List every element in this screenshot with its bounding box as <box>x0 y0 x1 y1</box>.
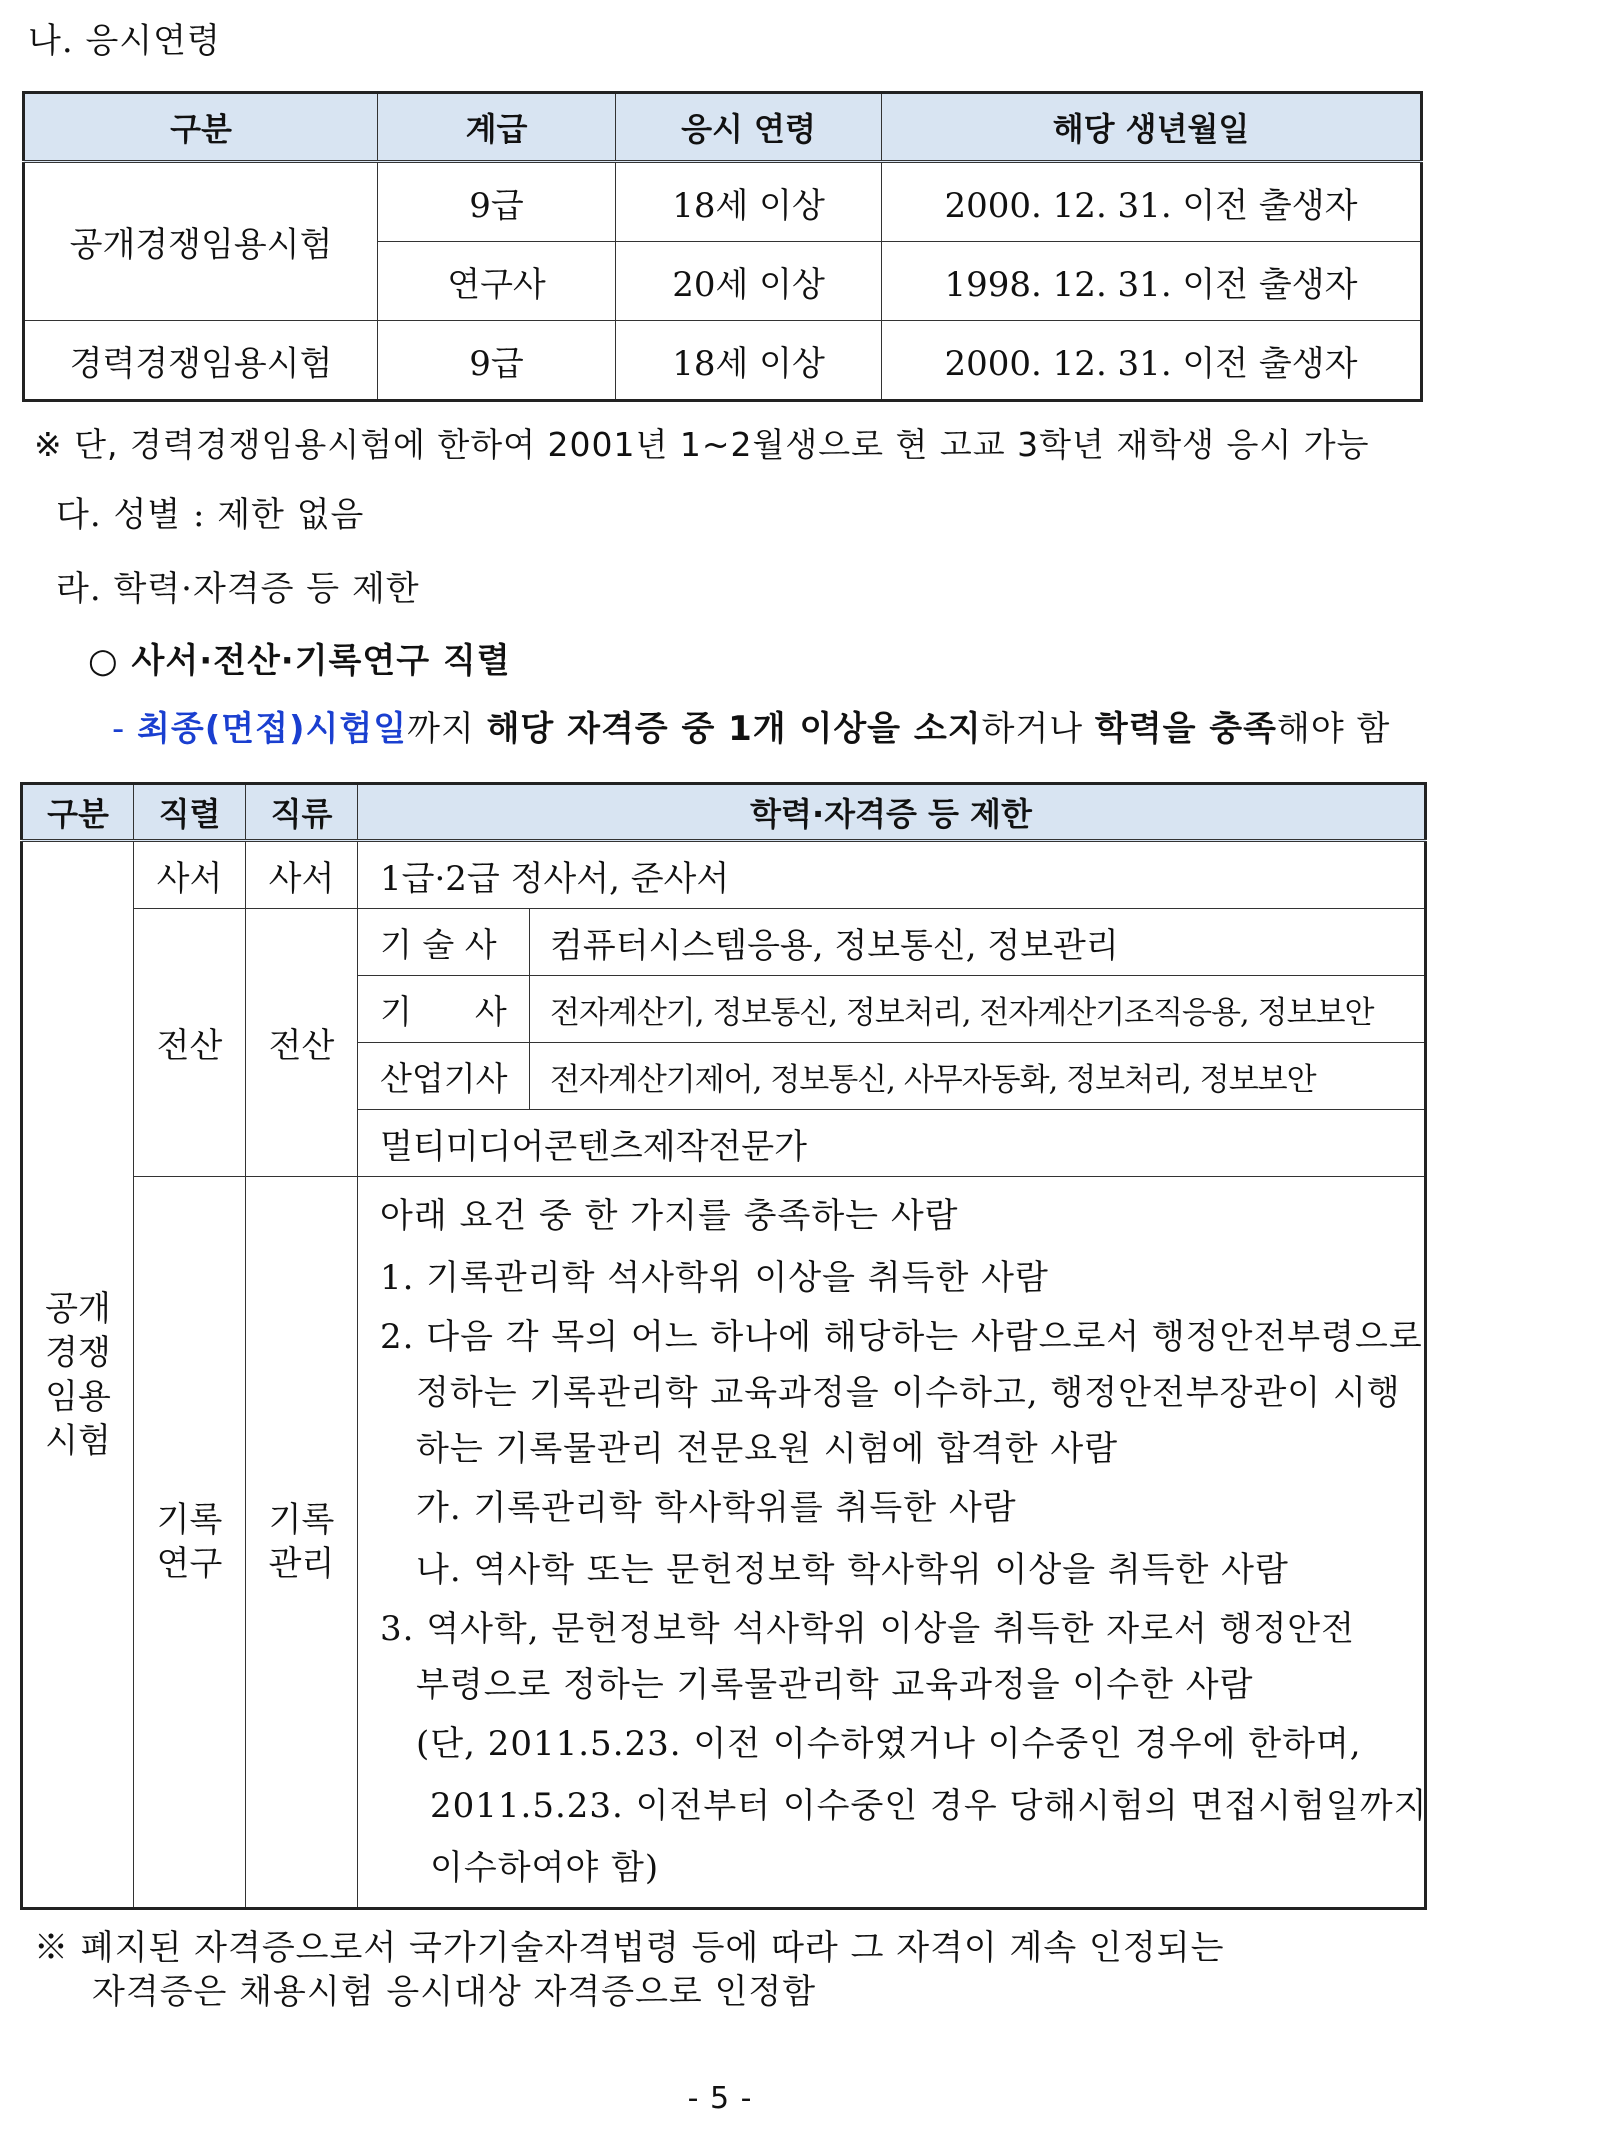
age-note: ※ 단, 경력경쟁임용시험에 한하여 2001년 1~2월생으로 현 고교 3학년 재학생 응시 가능 <box>34 425 1370 464</box>
cell-level: 산업기사 <box>358 1043 530 1110</box>
cell-series: 전산 <box>134 909 246 1177</box>
requirement-text-3: 해야 함 <box>1276 709 1391 749</box>
header-category: 구분 <box>24 93 378 162</box>
header-birth: 해당 생년월일 <box>882 93 1422 162</box>
req-line: 2011.5.23. 이전부터 이수중인 경우 당해시험의 면접시험일까지 <box>430 1786 1428 1826</box>
section-heading-gender: 다. 성별 : 제한 없음 <box>56 495 365 535</box>
cell-category: 공개 경쟁 임용 시험 <box>22 841 134 1909</box>
cell-field: 사서 <box>246 841 358 909</box>
subsection-heading: ○ 사서·전산·기록연구 직렬 <box>88 641 511 681</box>
table-row <box>24 162 1422 242</box>
req-line: 부령으로 정하는 기록물관리학 교육과정을 이수한 사람 <box>416 1665 1254 1705</box>
req-line: 이수하여야 함) <box>430 1848 660 1888</box>
cell-field: 전산 <box>246 909 358 1177</box>
req-line: 1. 기록관리학 석사학위 이상을 취득한 사람 <box>380 1258 1049 1298</box>
req-line: 아래 요건 중 한 가지를 충족하는 사람 <box>380 1196 959 1236</box>
table-row <box>22 909 1426 976</box>
req-line: (단, 2011.5.23. 이전 이수하였거나 이수중인 경우에 한하며, <box>416 1724 1362 1764</box>
cell-grade: 연구사 <box>378 242 616 321</box>
age-table <box>22 91 1423 402</box>
cell-certs: 컴퓨터시스템응용, 정보통신, 정보관리 <box>530 909 1426 976</box>
section-heading-qualification: 라. 학력·자격증 등 제한 <box>56 569 420 609</box>
section-heading-age: 나. 응시연령 <box>28 21 221 61</box>
table-header-row <box>22 784 1426 841</box>
cell-age: 18세 이상 <box>616 162 882 242</box>
cell-restriction: 1급·2급 정사서, 준사서 <box>358 841 1426 909</box>
requirement-edu: 학력을 충족 <box>1094 709 1277 749</box>
header-field: 직류 <box>246 784 358 841</box>
req-line: 3. 역사학, 문헌정보학 석사학위 이상을 취득한 자로서 행정안전 <box>380 1609 1355 1649</box>
cell-extra-cert: 멀티미디어콘텐츠제작전문가 <box>358 1110 1426 1177</box>
req-line: 정하는 기록관리학 교육과정을 이수하고, 행정안전부장관이 시행 <box>416 1373 1401 1413</box>
requirement-dash: - <box>112 709 138 749</box>
cell-age: 20세 이상 <box>616 242 882 321</box>
cell-field: 기록 관리 <box>246 1177 358 1909</box>
header-grade: 계급 <box>378 93 616 162</box>
req-line: 하는 기록물관리 전문요원 시험에 합격한 사람 <box>416 1429 1119 1469</box>
table-row <box>22 841 1426 909</box>
header-series: 직렬 <box>134 784 246 841</box>
header-age: 응시 연령 <box>616 93 882 162</box>
cert-note <box>34 1926 1224 2014</box>
cell-category: 공개경쟁임용시험 <box>24 162 378 321</box>
cert-note-line-1: ※ 폐지된 자격증으로서 국가기술자격법령 등에 따라 그 자격이 계속 인정되는 <box>34 1928 1225 1968</box>
req-line: 나. 역사학 또는 문헌정보학 학사학위 이상을 취득한 사람 <box>416 1550 1289 1590</box>
table-row <box>24 321 1422 401</box>
cell-birth: 1998. 12. 31. 이전 출생자 <box>882 242 1422 321</box>
cell-certs: 전자계산기, 정보통신, 정보처리, 전자계산기조직응용, 정보보안 <box>530 976 1426 1043</box>
cell-category: 경력경쟁임용시험 <box>24 321 378 401</box>
requirement-text-1: 까지 <box>407 709 487 749</box>
cell-series: 사서 <box>134 841 246 909</box>
cell-series: 기록 연구 <box>134 1177 246 1909</box>
cell-certs: 전자계산기제어, 정보통신, 사무자동화, 정보처리, 정보보안 <box>530 1043 1426 1110</box>
cert-note-line-2: 자격증은 채용시험 응시대상 자격증으로 인정함 <box>92 1972 817 2012</box>
cell-level: 기 사 <box>358 976 530 1043</box>
qualification-table <box>20 782 1427 1910</box>
cell-level: 기 술 사 <box>358 909 530 976</box>
header-category: 구분 <box>22 784 134 841</box>
header-restriction: 학력·자격증 등 제한 <box>358 784 1426 841</box>
cell-age: 18세 이상 <box>616 321 882 401</box>
page-number: - 5 - <box>687 2081 753 2116</box>
cell-records-requirements <box>358 1177 1426 1909</box>
req-line: 2. 다음 각 목의 어느 하나에 해당하는 사람으로서 행정안전부령으로 <box>380 1317 1423 1357</box>
requirement-line <box>112 708 1390 750</box>
table-row <box>22 1177 1426 1909</box>
cell-birth: 2000. 12. 31. 이전 출생자 <box>882 321 1422 401</box>
cell-birth: 2000. 12. 31. 이전 출생자 <box>882 162 1422 242</box>
req-line: 가. 기록관리학 학사학위를 취득한 사람 <box>416 1488 1017 1528</box>
cell-grade: 9급 <box>378 321 616 401</box>
requirement-text-2: 하거나 <box>981 709 1095 749</box>
table-header-row <box>24 93 1422 162</box>
cell-grade: 9급 <box>378 162 616 242</box>
requirement-cert: 해당 자격증 중 1개 이상을 소지 <box>486 709 982 749</box>
requirement-deadline: 최종(면접)시험일 <box>137 709 408 749</box>
